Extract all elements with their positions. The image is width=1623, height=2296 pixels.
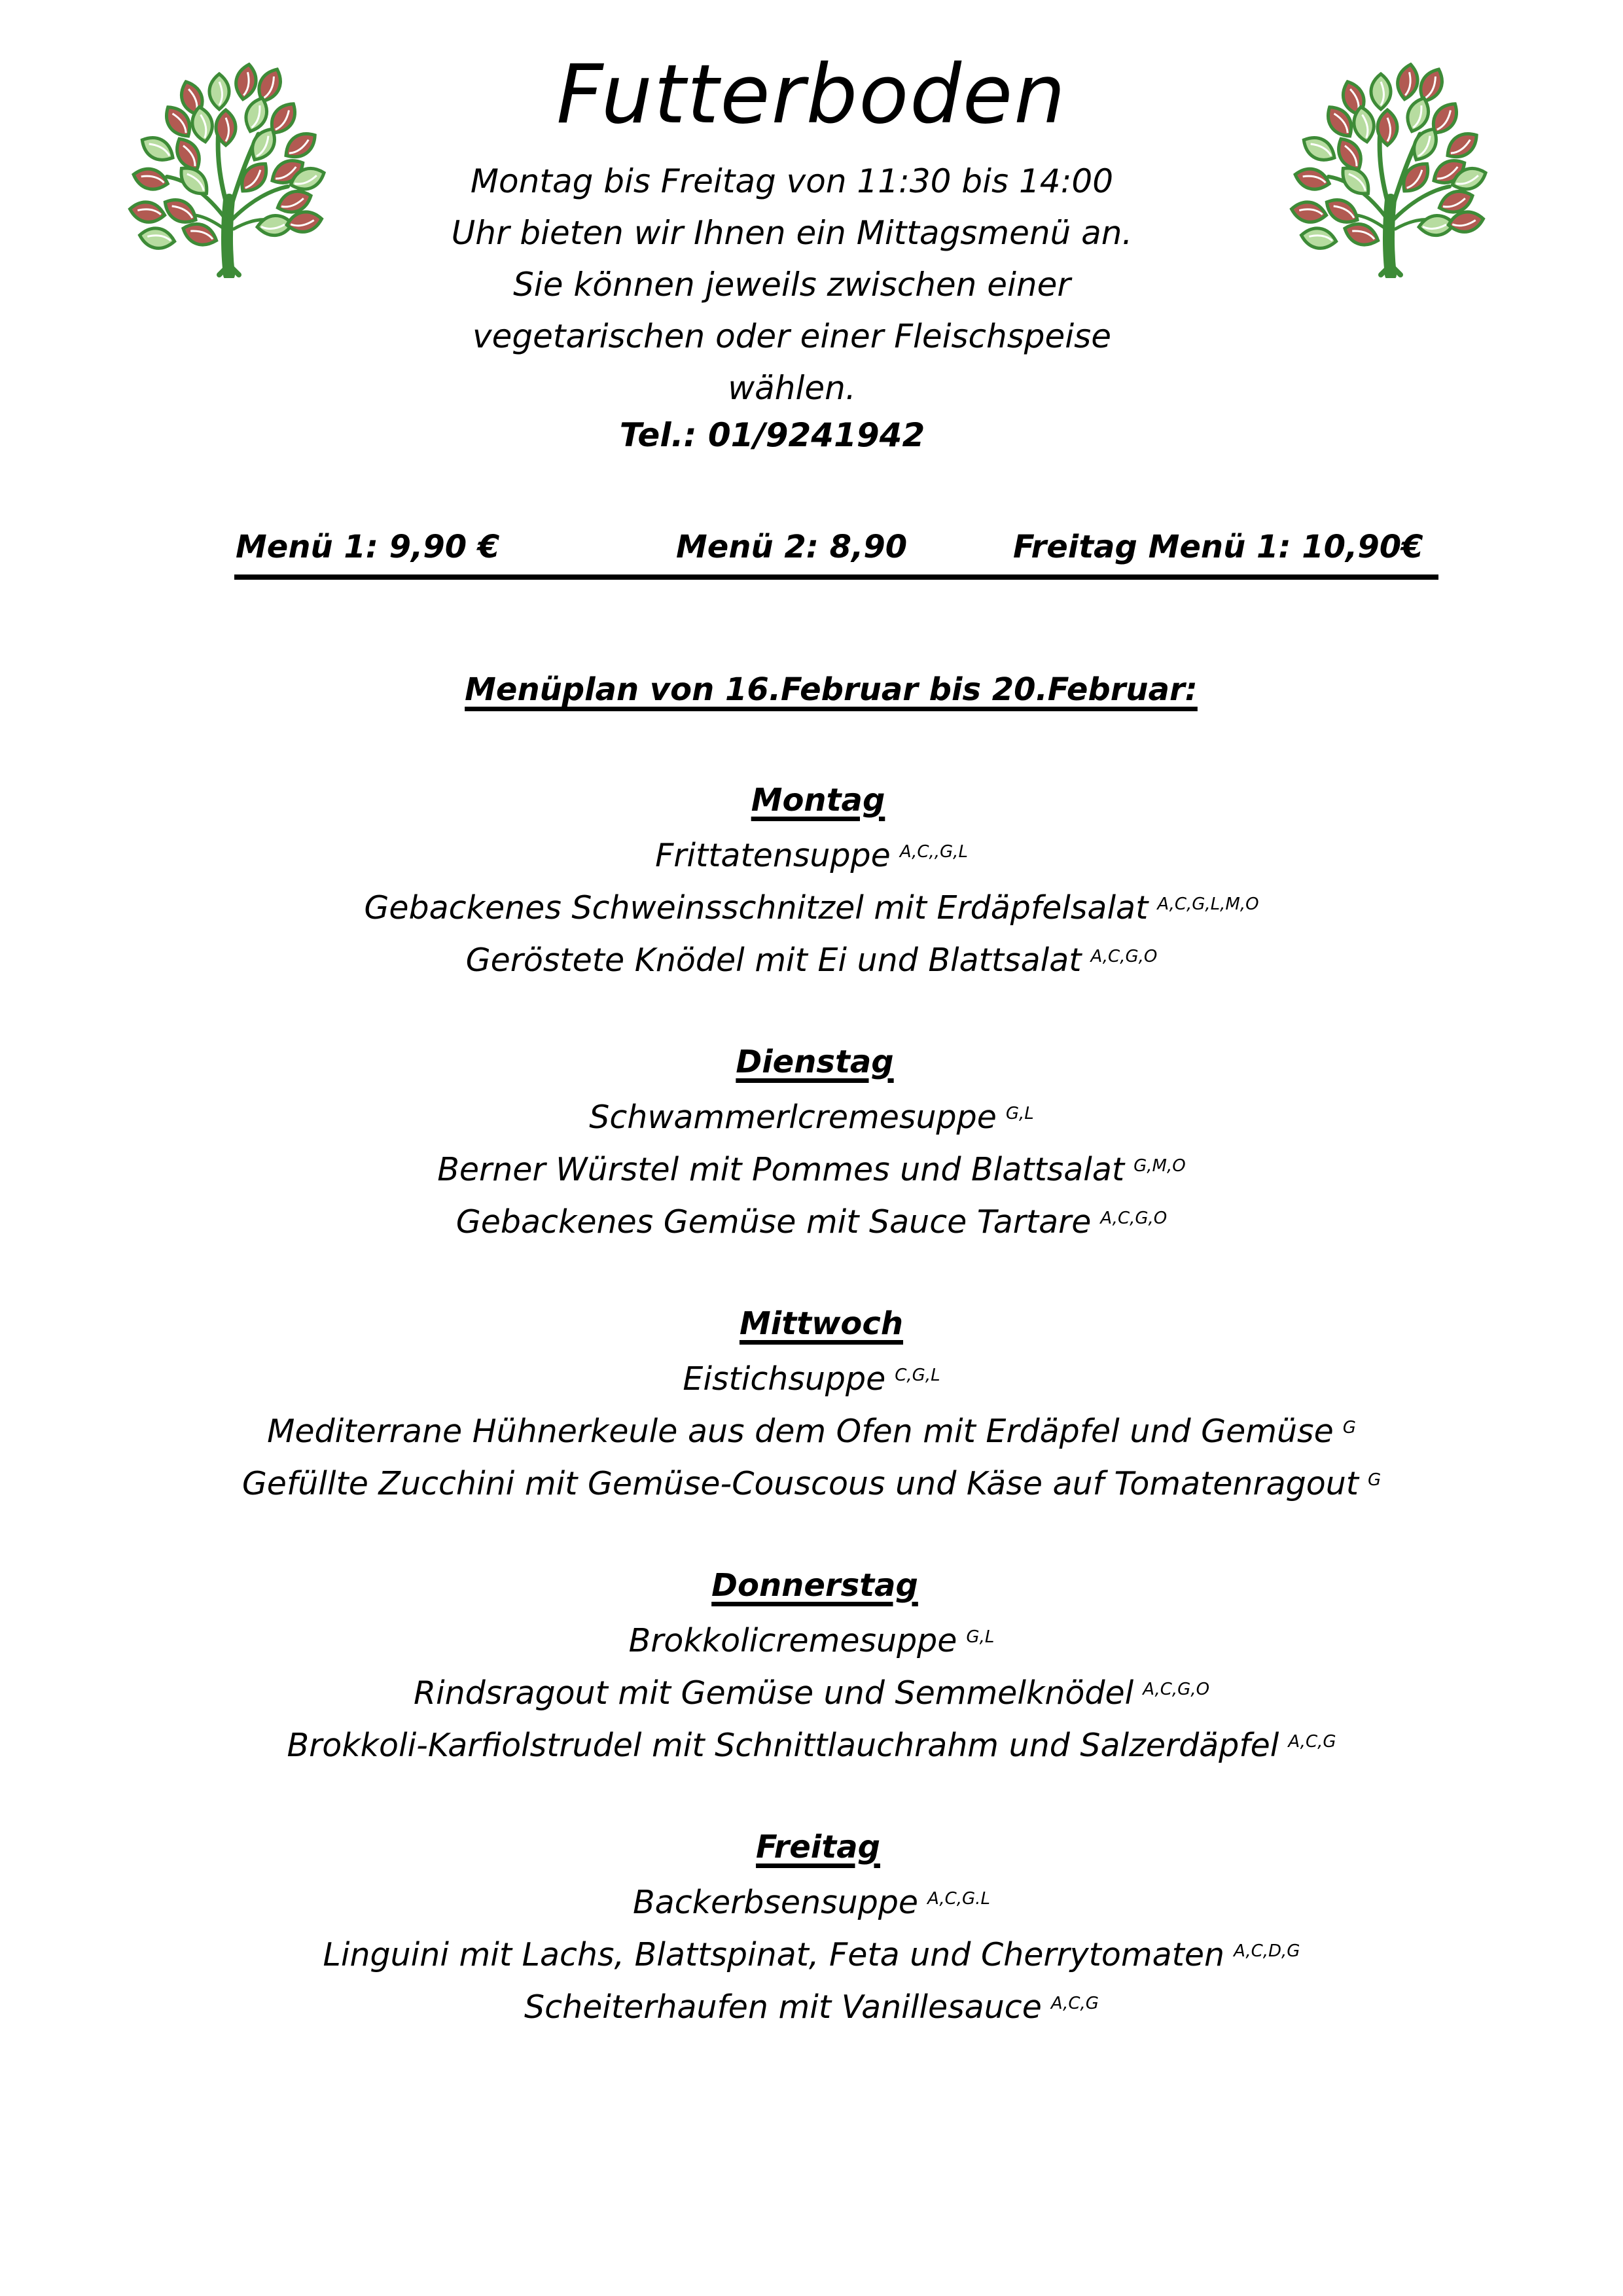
intro-text	[0, 156, 1623, 414]
allergen-codes: G,M,O	[1133, 1156, 1186, 1176]
dish-item	[0, 1091, 1623, 1144]
allergen-codes: A,C,G	[1050, 1994, 1099, 2013]
day-section-dienstag	[0, 1039, 1623, 1248]
allergen-codes: G,L	[966, 1627, 995, 1647]
dish-name: Frittatensuppe	[655, 837, 891, 874]
dish-item	[0, 1458, 1623, 1510]
allergen-codes: A,C,G	[1288, 1732, 1336, 1752]
dish-item	[0, 1144, 1623, 1196]
allergen-codes: A,C,G,L,M,O	[1157, 894, 1259, 914]
intro-line: Sie können jeweils zwischen einer	[513, 266, 1071, 304]
day-heading: Mittwoch	[739, 1305, 904, 1342]
day-heading: Montag	[751, 782, 885, 819]
dish-name: Geröstete Knödel mit Ei und Blattsalat	[465, 942, 1082, 979]
dish-name: Mediterrane Hühnerkeule aus dem Ofen mit Erdäpfel und Gemüse	[267, 1413, 1334, 1450]
day-section-montag	[0, 777, 1623, 987]
intro-line: wählen.	[728, 369, 856, 407]
dish-item	[0, 882, 1623, 934]
dish-item	[0, 1353, 1623, 1405]
allergen-codes: A,C,G,O	[1090, 947, 1158, 966]
dish-name: Scheiterhaufen mit Vanillesauce	[524, 1988, 1042, 2026]
dish-item	[0, 1196, 1623, 1248]
dish-item	[0, 1405, 1623, 1458]
day-section-mittwoch	[0, 1301, 1623, 1510]
price-friday-menu-1: Freitag Menü 1: 10,90€	[1013, 529, 1423, 565]
intro-line: Montag bis Freitag von 11:30 bis 14:00	[470, 162, 1114, 200]
menu-plan-heading-text: Menüplan von 16.Februar bis 20.Februar:	[465, 671, 1198, 708]
allergen-codes: A,C,,G,L	[899, 842, 968, 862]
allergen-codes: A,C,G,O	[1143, 1680, 1210, 1699]
day-heading: Dienstag	[736, 1044, 894, 1080]
dish-item	[0, 934, 1623, 987]
allergen-codes: G	[1342, 1418, 1356, 1438]
dish-item	[0, 1720, 1623, 1772]
dish-name: Linguini mit Lachs, Blattspinat, Feta und Cherrytomaten	[323, 1936, 1225, 1973]
dish-item	[0, 1615, 1623, 1667]
dish-item	[0, 1929, 1623, 1981]
dish-name: Gebackenes Gemüse mit Sauce Tartare	[455, 1203, 1092, 1241]
intro-line: vegetarischen oder einer Fleischspeise	[472, 317, 1111, 355]
restaurant-title: Futterboden	[556, 48, 1067, 142]
day-section-freitag	[0, 1824, 1623, 2034]
dish-name: Gebackenes Schweinsschnitzel mit Erdäpfelsalat	[364, 889, 1149, 927]
day-section-donnerstag	[0, 1563, 1623, 1772]
dish-item	[0, 1877, 1623, 1929]
dish-name: Eistichsuppe	[683, 1360, 886, 1398]
price-menu-2: Menü 2: 8,90	[676, 529, 908, 565]
day-heading: Donnerstag	[711, 1567, 918, 1604]
phone-number: Tel.: 01/9241942	[619, 416, 925, 454]
price-row	[234, 529, 1438, 580]
dish-name: Gefüllte Zucchini mit Gemüse-Couscous und Käse auf Tomatenragout	[241, 1465, 1359, 1502]
allergen-codes: G,L	[1005, 1104, 1034, 1123]
dish-name: Backerbsensuppe	[633, 1884, 919, 1921]
allergen-codes: A,C,G.L	[927, 1889, 990, 1909]
dish-name: Berner Würstel mit Pommes und Blattsalat	[437, 1151, 1125, 1188]
dish-item	[0, 1981, 1623, 2034]
dish-item	[0, 1667, 1623, 1720]
dish-name: Brokkolicremesuppe	[628, 1622, 957, 1659]
dish-name: Schwammerlcremesuppe	[589, 1099, 997, 1136]
allergen-codes: C,G,L	[895, 1366, 940, 1385]
dish-item	[0, 830, 1623, 882]
price-menu-1: Menü 1: 9,90 €	[236, 529, 500, 565]
allergen-codes: A,C,D,G	[1234, 1941, 1300, 1961]
menu-plan-heading	[20, 671, 1623, 708]
allergen-codes: A,C,G,O	[1100, 1209, 1168, 1228]
dish-name: Brokkoli-Karfiolstrudel mit Schnittlauchrahm und Salzerdäpfel	[287, 1727, 1279, 1764]
dish-name: Rindsragout mit Gemüse und Semmelknödel	[413, 1674, 1134, 1712]
day-heading: Freitag	[756, 1829, 880, 1865]
intro-line: Uhr bieten wir Ihnen ein Mittagsmenü an.	[451, 214, 1133, 252]
allergen-codes: G	[1368, 1470, 1382, 1490]
